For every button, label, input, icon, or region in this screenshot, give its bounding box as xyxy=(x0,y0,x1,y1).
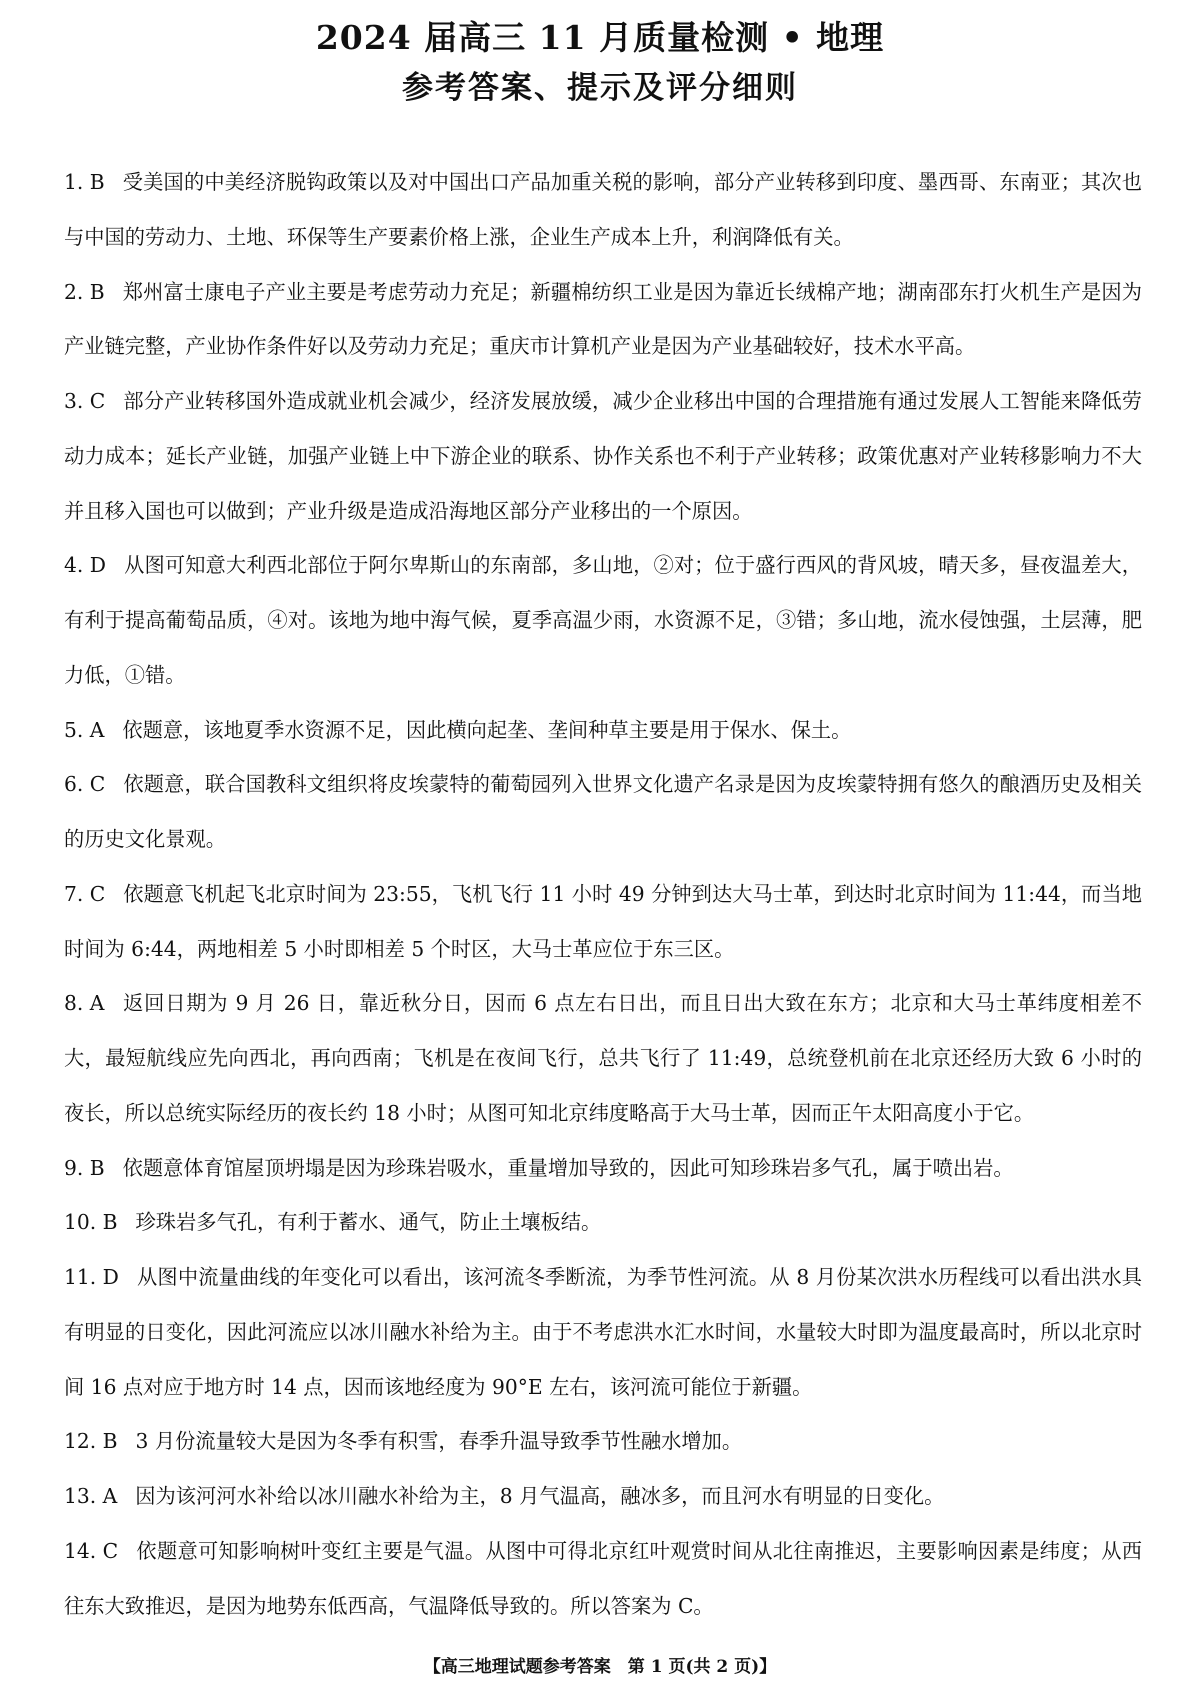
answer-number: 8. A xyxy=(64,991,105,1016)
answer-number: 4. D xyxy=(64,553,106,578)
answer-item xyxy=(64,1469,1142,1524)
answer-explanation: 郑州富士康电子产业主要是考虑劳动力充足；新疆棉纺织工业是因为靠近长绒棉产地；湖南邵东打火机生产是因为产业链完整，产业协作条件好以及劳动力充足；重庆市计算机产业是因为产业基础较好，技术水平高。 xyxy=(64,279,1142,359)
answer-number: 6. C xyxy=(64,772,106,797)
answer-list xyxy=(64,155,1142,1633)
answer-item xyxy=(64,538,1142,702)
answer-item xyxy=(64,703,1142,758)
answer-number: 13. A xyxy=(64,1484,118,1508)
answer-explanation: 依题意可知影响树叶变红主要是气温。从图中可得北京红叶观赏时间从北往南推迟，主要影响因素是纬度；从西往东大致推迟，是因为地势东低西高，气温降低导致的。所以答案为 C。 xyxy=(64,1538,1142,1618)
answer-number: 11. D xyxy=(64,1265,119,1289)
answer-explanation: 因为该河河水补给以冰川融水补给为主，8 月气温高，融冰多，而且河水有明显的日变化。 xyxy=(135,1484,945,1508)
answer-item xyxy=(64,374,1142,538)
answer-number: 7. C xyxy=(64,881,106,906)
answer-item xyxy=(64,867,1142,977)
answer-number: 10. B xyxy=(64,1210,118,1235)
answer-number: 2. B xyxy=(64,279,105,304)
answer-explanation: 返回日期为 9 月 26 日，靠近秋分日，因而 6 点左右日出，而且日出大致在东方；北京和大马士革纬度相差不大，最短航线应先向西北，再向西南；飞机是在夜间飞行，总共飞行了 11:49，总统登机前在北京还经历大致 6 小时的夜长，所以总统实际经历的夜长约 18 小时；从图可知北京纬度略高于大马士革，因而正午太阳高度小于它。 xyxy=(64,991,1142,1125)
answer-item xyxy=(64,155,1142,265)
answer-item xyxy=(64,265,1142,375)
answer-item xyxy=(64,1524,1142,1634)
answer-explanation: 珍珠岩多气孔，有利于蓄水、通气，防止土壤板结。 xyxy=(135,1210,602,1235)
answer-number: 14. C xyxy=(64,1538,119,1563)
answer-explanation: 依题意体育馆屋顶坍塌是因为珍珠岩吸水，重量增加导致的，因此可知珍珠岩多气孔，属于喷出岩。 xyxy=(122,1155,1014,1180)
answer-number: 5. A xyxy=(64,717,105,742)
answer-item xyxy=(64,976,1142,1140)
answer-explanation: 从图中流量曲线的年变化可以看出，该河流冬季断流，为季节性河流。从 8 月份某次洪水历程线可以看出洪水具有明显的日变化，因此河流应以冰川融水补给为主。由于不考虑洪水汇水时间，水量较大时即为温度最高时，所以北京时间 16 点对应于地方时 14 点，因而该地经度为 90°E 左右，该河流可能位于新疆。 xyxy=(64,1265,1142,1399)
answer-explanation: 3 月份流量较大是因为冬季有积雪，春季升温导致季节性融水增加。 xyxy=(135,1429,743,1454)
answer-item xyxy=(64,1414,1142,1469)
page-title: 2024 届高三 11 月质量检测 • 地理 xyxy=(315,18,885,57)
answer-number: 3. C xyxy=(64,389,106,413)
answer-explanation: 依题意飞机起飞北京时间为 23:55，飞机飞行 11 小时 49 分钟到达大马士革，到达时北京时间为 11:44，而当地时间为 6:44，两地相差 5 小时即相差 5 个时区，大马士革应位于东三区。 xyxy=(64,881,1142,961)
answer-explanation: 从图可知意大利西北部位于阿尔卑斯山的东南部，多山地，②对；位于盛行西风的背风坡，晴天多，昼夜温差大，有利于提高葡萄品质，④对。该地为地中海气候，夏季高温少雨，水资源不足，③错；多山地，流水侵蚀强，土层薄，肥力低，①错。 xyxy=(64,553,1142,687)
page-footer: 【高三地理试题参考答案 第 1 页(共 2 页)】 xyxy=(423,1657,777,1677)
answer-number: 12. B xyxy=(64,1429,118,1454)
answer-item xyxy=(64,1195,1142,1250)
answer-explanation: 受美国的中美经济脱钩政策以及对中国出口产品加重关税的影响，部分产业转移到印度、墨西哥、东南亚；其次也与中国的劳动力、土地、环保等生产要素价格上涨，企业生产成本上升，利润降低有关。 xyxy=(64,170,1142,249)
answer-explanation: 依题意，该地夏季水资源不足，因此横向起垄、垄间种草主要是用于保水、保土。 xyxy=(122,717,852,742)
answer-item xyxy=(64,757,1142,867)
answer-item xyxy=(64,1250,1142,1414)
answer-item xyxy=(64,1141,1142,1196)
answer-number: 9. B xyxy=(64,1155,105,1180)
answer-explanation: 部分产业转移国外造成就业机会减少，经济发展放缓，减少企业移出中国的合理措施有通过发展人工智能来降低劳动力成本；延长产业链，加强产业链上中下游企业的联系、协作关系也不利于产业转移；政策优惠对产业转移影响力不大并且移入国也可以做到；产业升级是造成沿海地区部分产业移出的一个原因。 xyxy=(64,389,1142,523)
answer-explanation: 依题意，联合国教科文组织将皮埃蒙特的葡萄园列入世界文化遗产名录是因为皮埃蒙特拥有悠久的酿酒历史及相关的历史文化景观。 xyxy=(64,772,1142,851)
page-subtitle: 参考答案、提示及评分细则 xyxy=(402,70,798,106)
answer-number: 1. B xyxy=(64,170,105,194)
